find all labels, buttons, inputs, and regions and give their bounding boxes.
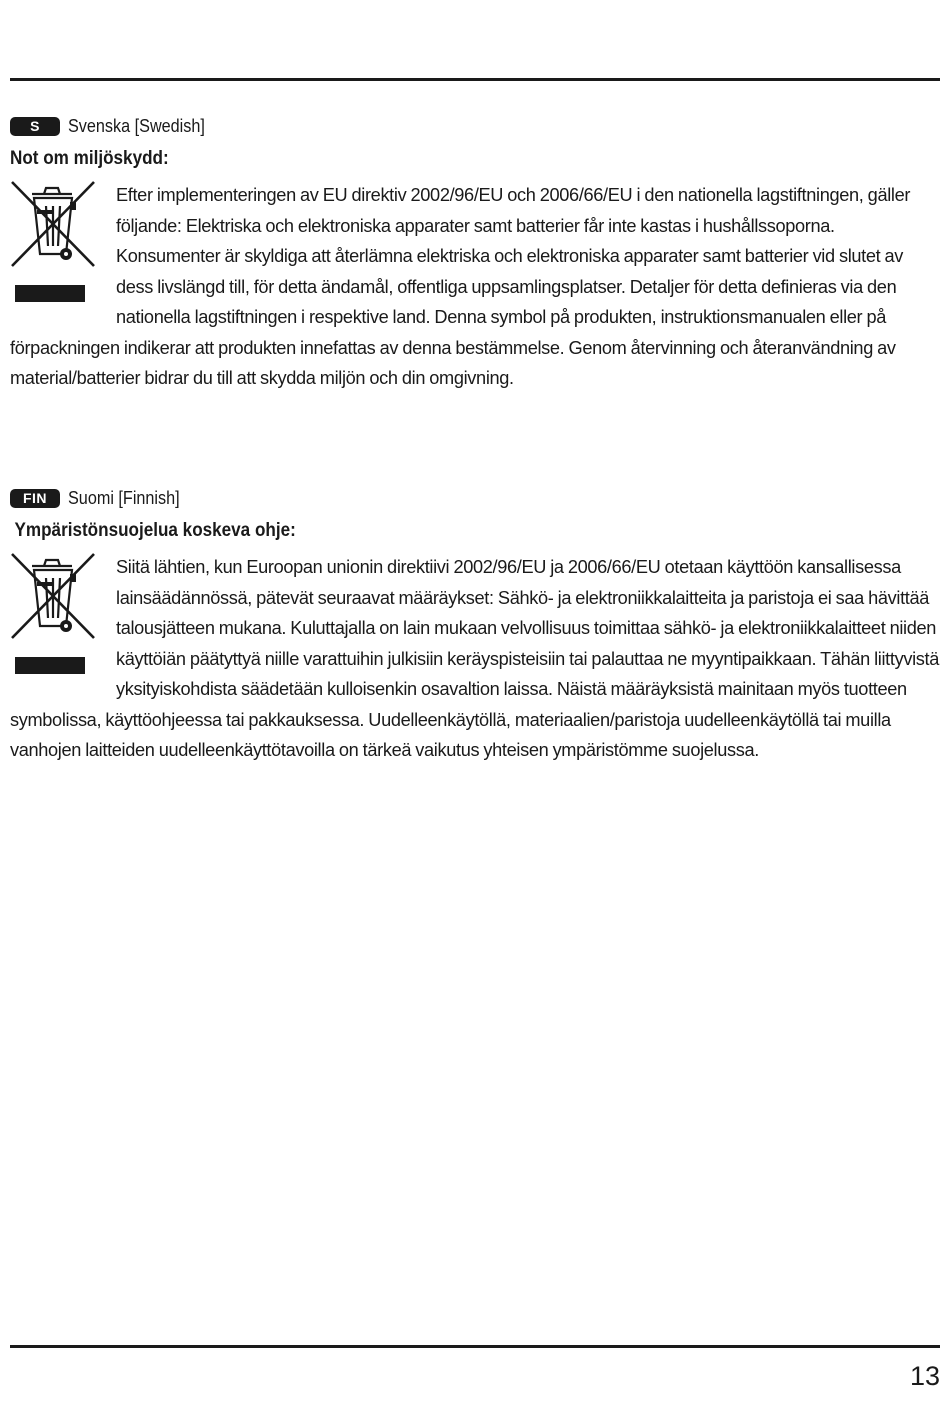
language-label-row bbox=[10, 486, 940, 510]
language-name: Suomi [Finnish] bbox=[68, 488, 180, 508]
section-heading: Ympäristönsuojelua koskeva ohje: bbox=[14, 520, 296, 541]
section-body-text: Siitä lähtien, kun Euroopan unionin direktiivi 2002/96/EU ja 2006/66/EU otetaan käyttöön kansallisessa lainsäädännössä, pätevät seuraavat määräykset: Sähkö- ja elektroniikkalaitteita ja paristoja ei saa hävittää talousjätteen mukana. Kuluttajalla on lain mukaan velvollisuus toimittaa sähkö- ja elektroniikkalaitteet niiden käyttöiän päätyttyä niille varattuihin julkisiin keräyspisteisiin tai palauttaa ne myyntipaikkaan. Tähän liittyvistä yksityiskohdista säädetään kulloisenkin osavaltion laissa. Näistä määräyksistä mainitaan myös tuotteen symbolissa, käyttöohjeessa tai pakkauksessa. Uudelleenkäytöllä, materiaalien/paristoja uudelleenkäytöllä tai muilla vanhojen laitteiden uudelleenkäyttötavoilla on tärkeä vaikutus yhteisen ympäristömme suojelussa. bbox=[10, 557, 939, 760]
section-heading: Not om miljöskydd: bbox=[10, 148, 169, 169]
bottom-divider bbox=[10, 1345, 940, 1348]
crossed-out-wheelie-bin-icon bbox=[10, 552, 96, 682]
language-label-row bbox=[10, 114, 940, 138]
top-divider bbox=[10, 78, 940, 81]
section-body-text: Efter implementeringen av EU direktiv 2002/96/EU och 2006/66/EU i den nationella lagstiftningen, gäller följande: Elektriska och elektroniska apparater samt batterier får inte kastas i hushållssoporna. Konsumenter är skyldiga att återlämna elektriska och elektroniska apparater samt batterier vid slutet av dess livslängd till, för detta ändamål, offentliga uppsamlingsplatser. Detaljer för detta definieras via den nationella lagstiftningen i respektive land. Denna symbol på produkten, instruktionsmanualen eller på förpackningen indikerar att produkten innefattas av denna bestämmelse. Genom återvinning och återanvändning av material/batterier bidrar du till att skydda miljön och din omgivning. bbox=[10, 185, 911, 388]
crossed-out-wheelie-bin-icon bbox=[10, 180, 96, 310]
language-name: Svenska [Swedish] bbox=[68, 116, 205, 136]
language-badge: FIN bbox=[10, 489, 60, 508]
section-finnish bbox=[10, 486, 940, 766]
section-swedish bbox=[10, 114, 940, 394]
language-badge: S bbox=[10, 117, 60, 136]
page-number: 13 bbox=[909, 1361, 940, 1391]
